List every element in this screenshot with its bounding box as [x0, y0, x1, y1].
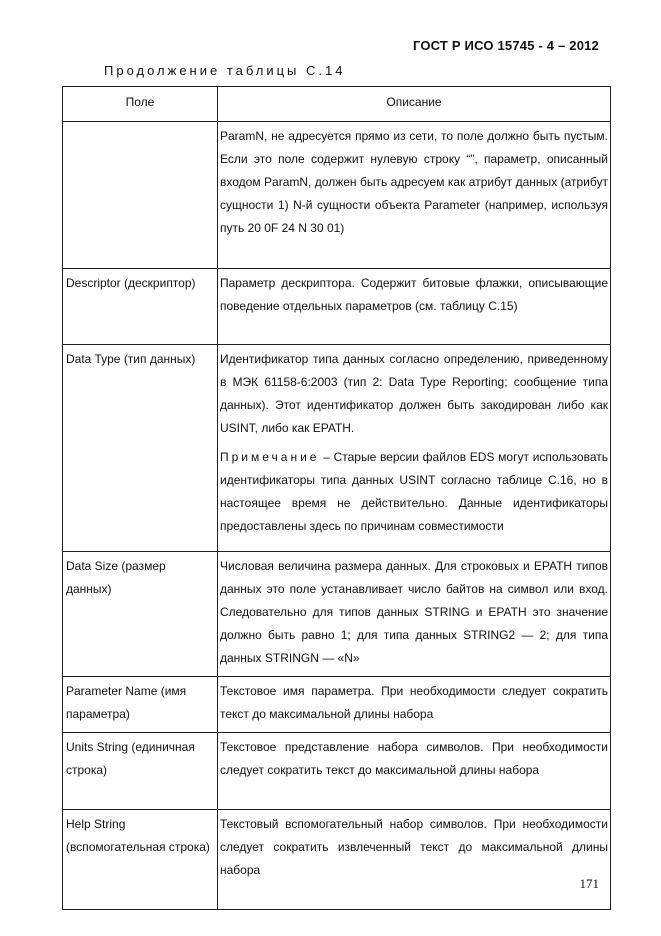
- note-paragraph: [220, 446, 608, 538]
- description-paragraph: Текстовое имя параметра. При необходимости следует сократить текст до максимальной длины набора: [220, 684, 608, 721]
- column-header-description: Описание: [218, 87, 611, 122]
- table-header-row: [63, 87, 611, 122]
- table-row: [63, 269, 611, 345]
- description-paragraph: Текстовый вспомогательный набор символов. При необходимости следует сократить извлеченный текст до максимальной длины набора: [220, 817, 608, 877]
- description-cell: [218, 677, 611, 733]
- description-cell: [218, 122, 611, 269]
- field-cell: Help String (вспомогательная строка): [63, 810, 218, 910]
- description-cell: [218, 269, 611, 345]
- description-paragraph: Параметр дескриптора. Содержит битовые флажки, описывающие поведение отдельных параметров (см. таблицу С.15): [220, 276, 608, 313]
- description-paragraph: Текстовое представление набора символов. При необходимости следует сократить текст до максимальной длины набора: [220, 740, 608, 777]
- field-cell: Descriptor (дескриптор): [63, 269, 218, 345]
- note-label: Примечание: [220, 450, 320, 464]
- description-cell: [218, 345, 611, 552]
- document-header: ГОСТ Р ИСО 15745 - 4 – 2012: [412, 38, 599, 53]
- field-cell: Units String (единичная строка): [63, 733, 218, 810]
- table-row: [63, 677, 611, 733]
- field-cell: Data Type (тип данных): [63, 345, 218, 552]
- spec-table: [62, 86, 611, 910]
- field-cell: Parameter Name (имя параметра): [63, 677, 218, 733]
- table-row: [63, 345, 611, 552]
- field-cell: [63, 122, 218, 269]
- description-cell: [218, 552, 611, 677]
- table-row: [63, 810, 611, 910]
- field-cell: Data Size (размер данных): [63, 552, 218, 677]
- description-paragraph: Числовая величина размера данных. Для строковых и EPATH типов данных это поле устанавливает число байтов на символ или вход. Следовательно для типов данных STRING и EPATH это значение должно быть равно 1; для типа данных STRING2 — 2; для типа данных STRINGN — «N»: [220, 559, 608, 665]
- page-number: 171: [579, 876, 599, 891]
- note-text: – Старые версии файлов EDS могут использовать идентификаторы типа данных USINT согласно таблице С.16, но в настоящее время не действительно. Данные идентификаторы предоставлены здесь по причинам совместимости: [220, 450, 608, 533]
- description-paragraph: ParamN, не адресуется прямо из сети, то поле должно быть пустым. Если это поле содержит нулевую строку “”, параметр, описанный входом ParamN, должен быть адресуем как атрибут данных (атрибут сущности 1) N-й сущности объекта Parameter (например, используя путь 20 0F 24 N 30 01): [220, 129, 608, 235]
- table-row: [63, 552, 611, 677]
- column-header-field: Поле: [63, 87, 218, 122]
- table-row: [63, 733, 611, 810]
- table-row: [63, 122, 611, 269]
- description-paragraph: Идентификатор типа данных согласно определению, приведенному в МЭК 61158-6:2003 (тип 2: Data Type Reporting; сообщение типа данных). Этот идентификатор должен быть закодирован либо как USINT, либо как EPATH.: [220, 352, 608, 435]
- description-cell: [218, 733, 611, 810]
- description-cell: [218, 810, 611, 910]
- table-caption: Продолжение таблицы С.14: [104, 63, 346, 78]
